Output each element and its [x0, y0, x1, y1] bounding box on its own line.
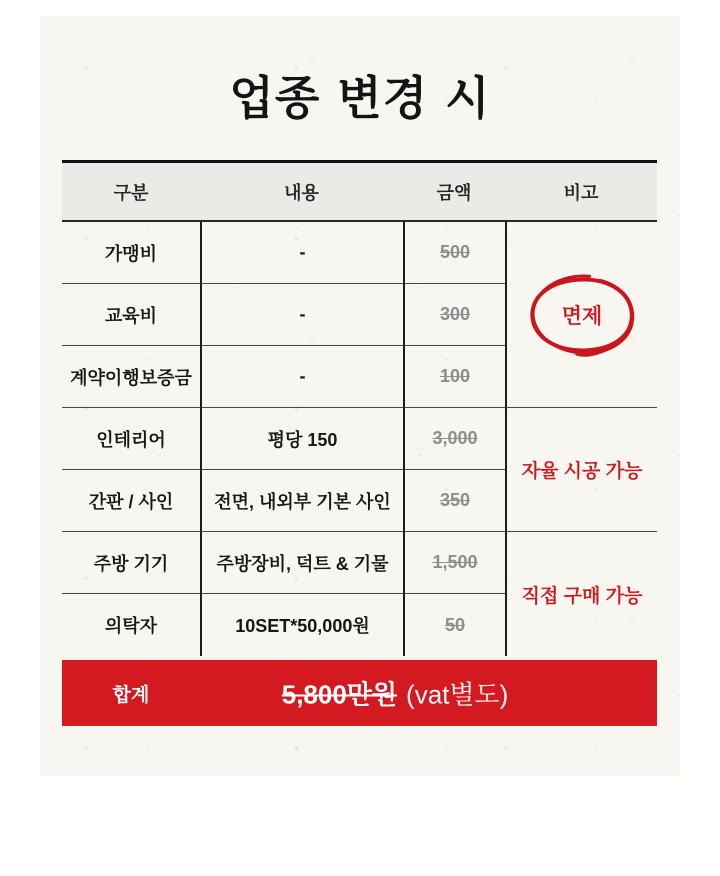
cell-detail: 전면, 내외부 기본 사인 [200, 470, 403, 532]
cell-detail: 10SET*50,000원 [200, 594, 403, 656]
cell-category: 간판 / 사인 [62, 470, 200, 532]
cell-amount: 1,500 [403, 532, 505, 594]
page-title: 업종 변경 시 [229, 71, 491, 125]
cell-amount: 300 [403, 284, 505, 346]
cell-detail: - [200, 346, 403, 408]
pricing-table [62, 160, 657, 726]
remark-cell-direct-purchase [505, 532, 657, 656]
total-label: 합계 [112, 684, 150, 706]
header-cell-detail: 내용 [284, 182, 319, 203]
cell-amount: 500 [403, 222, 505, 284]
total-vat-note: (vat별도) [406, 679, 509, 710]
cell-category: 계약이행보증금 [62, 346, 200, 408]
cell-detail: 평당 150 [200, 408, 403, 470]
cell-amount: 350 [403, 470, 505, 532]
cell-detail: 주방장비, 덕트 & 기물 [200, 532, 403, 594]
cell-category: 인테리어 [62, 408, 200, 470]
cell-detail: - [200, 222, 403, 284]
cell-category: 주방 기기 [62, 532, 200, 594]
total-amount-group [282, 675, 509, 712]
cell-category: 교육비 [62, 284, 200, 346]
cell-category: 의탁자 [104, 616, 158, 636]
cell-amount: 3,000 [403, 408, 505, 470]
remark-label: 면제 [561, 304, 603, 328]
remark-cell-exempt [505, 222, 657, 408]
cell-amount: 100 [403, 346, 505, 408]
total-row [62, 660, 657, 726]
cell-detail: - [200, 284, 403, 346]
cell-category: 가맹비 [62, 222, 200, 284]
header-cell-amount: 금액 [436, 182, 472, 203]
table-header-row [62, 160, 657, 222]
remark-label: 자율 시공 가능 [521, 461, 643, 482]
remark-cell-self-construction [505, 408, 657, 532]
cell-amount: 50 [403, 594, 505, 656]
total-amount: 5,800만원 [281, 679, 398, 710]
table-body [62, 222, 657, 656]
header-cell-remark: 비고 [563, 182, 599, 203]
header-cell-category: 구분 [113, 182, 149, 203]
remark-label: 직접 구매 가능 [521, 585, 643, 607]
